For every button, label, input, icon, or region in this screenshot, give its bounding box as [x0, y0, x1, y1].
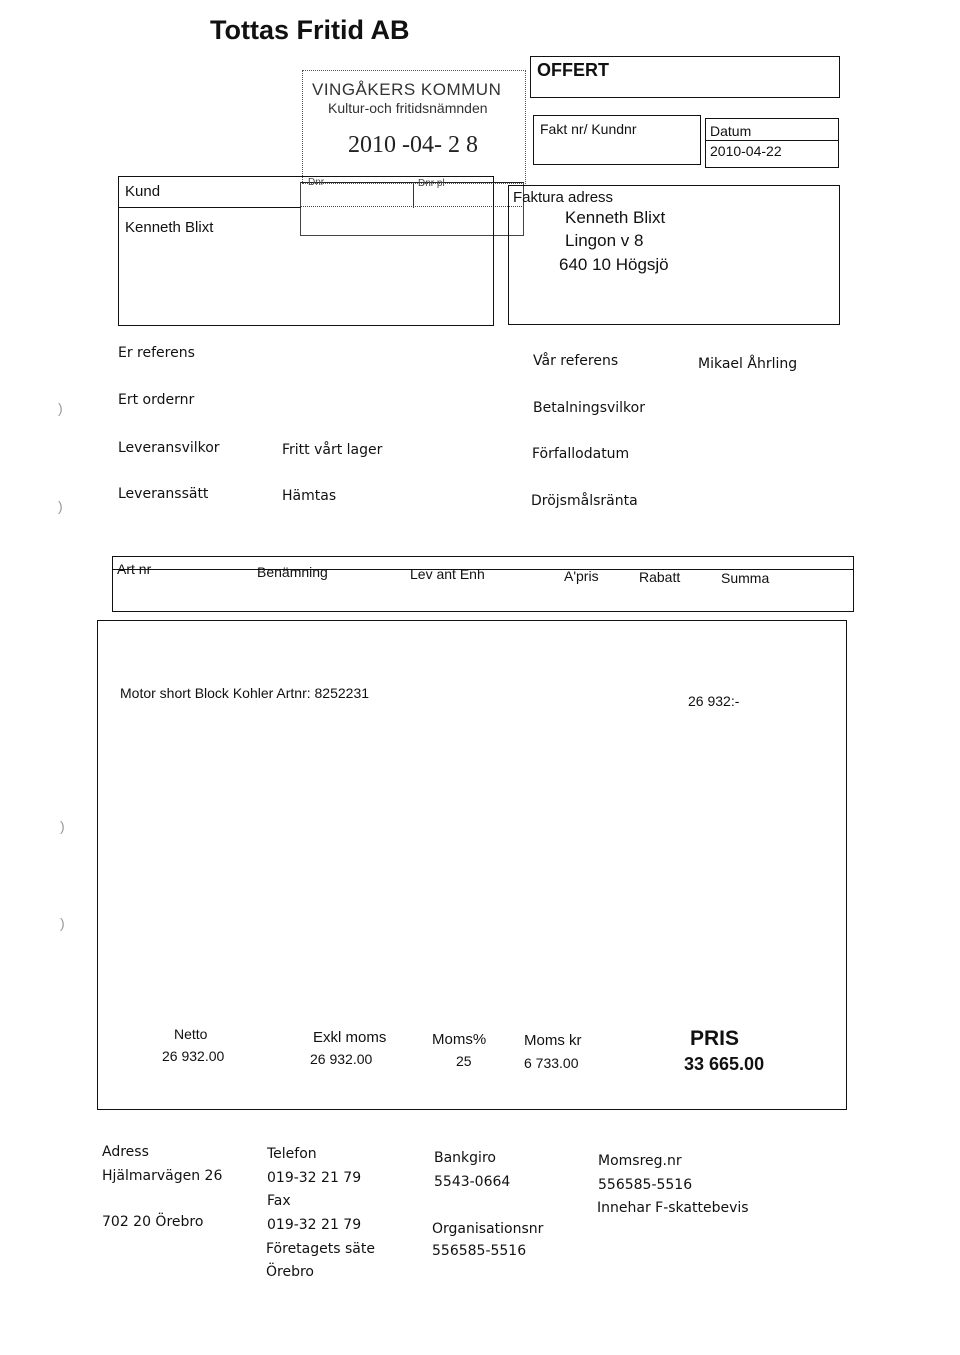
moms-kr-value: 6 733.00	[524, 1055, 579, 1071]
footer-address-city: 702 20 Örebro	[102, 1214, 204, 1230]
price-value: 33 665.00	[684, 1054, 765, 1074]
invoice-number-box	[533, 115, 701, 165]
moms-percent-value: 25	[456, 1053, 472, 1069]
scan-mark: )	[60, 818, 65, 834]
our-reference-value: Mikael Åhrling	[698, 356, 798, 372]
billing-label: Faktura adress	[513, 189, 614, 206]
footer-seat-label: Företagets säte	[266, 1241, 375, 1257]
price-label: PRIS	[690, 1027, 740, 1050]
date-value: 2010-04-22	[710, 143, 782, 159]
footer-ftax: Innehar F-skattebevis	[597, 1200, 749, 1216]
exkl-moms-label: Exkl moms	[313, 1029, 387, 1046]
billing-city: 640 10 Högsjö	[559, 255, 669, 274]
footer-address-label: Adress	[102, 1144, 149, 1160]
stamp-dnr-label: Dnr	[308, 177, 325, 188]
footer-fax-label: Fax	[267, 1193, 291, 1209]
our-reference-label: Vår referens	[533, 353, 619, 369]
footer-address-street: Hjälmarvägen 26	[102, 1168, 223, 1184]
billing-address-box	[508, 185, 840, 325]
delivery-method-label: Leveranssätt	[118, 486, 209, 502]
billing-name: Kenneth Blixt	[565, 208, 666, 227]
delivery-terms-value: Fritt vårt lager	[282, 442, 383, 458]
invoice-number-label: Fakt nr/ Kundnr	[540, 121, 637, 137]
footer-vatreg-label: Momsreg.nr	[598, 1153, 682, 1169]
offer-title: OFFERT	[537, 60, 609, 80]
item-body-box	[97, 620, 847, 1110]
date-divider	[706, 140, 838, 141]
col-artnr: Art nr	[117, 561, 152, 577]
date-box	[705, 118, 839, 168]
col-summa: Summa	[721, 570, 770, 586]
stamp-dept: Kultur-och fritidsnämnden	[328, 100, 488, 116]
col-levant: Lev ant Enh	[410, 566, 485, 582]
billing-street: Lingon v 8	[565, 231, 644, 250]
footer-phone-label: Telefon	[267, 1146, 317, 1162]
customer-name: Kenneth Blixt	[125, 219, 214, 236]
moms-percent-label: Moms%	[432, 1031, 487, 1048]
scan-mark: )	[58, 400, 63, 416]
date-label: Datum	[710, 123, 752, 139]
item-description: Motor short Block Kohler Artnr: 8252231	[120, 685, 370, 701]
stamp-dnrpl-label: Dnr pl	[418, 178, 445, 189]
company-name: Tottas Fritid AB	[210, 15, 410, 45]
your-ordernr-label: Ert ordernr	[118, 392, 195, 408]
moms-kr-label: Moms kr	[524, 1032, 582, 1049]
col-apris: A'pris	[564, 568, 599, 584]
footer-bankgiro: 5543-0664	[434, 1174, 511, 1190]
delivery-method-value: Hämtas	[282, 488, 337, 504]
stamp-org: VINGÅKERS KOMMUN	[312, 80, 502, 99]
scan-mark: )	[60, 915, 65, 931]
netto-value: 26 932.00	[162, 1048, 225, 1064]
footer-seat: Örebro	[266, 1264, 314, 1280]
item-header-box	[112, 556, 854, 612]
netto-label: Netto	[174, 1026, 208, 1042]
footer-vatreg: 556585-5516	[598, 1177, 693, 1193]
delivery-terms-label: Leveransvilkor	[118, 440, 220, 456]
due-date-label: Förfallodatum	[532, 446, 630, 462]
late-interest-label: Dröjsmålsränta	[531, 493, 638, 509]
offer-title-box	[530, 56, 840, 98]
footer-orgnr-label: Organisationsnr	[432, 1221, 544, 1237]
footer-fax: 019-32 21 79	[267, 1217, 362, 1233]
customer-label: Kund	[125, 183, 161, 200]
footer-bankgiro-label: Bankgiro	[434, 1150, 496, 1166]
customer-box	[118, 176, 494, 326]
col-rabatt: Rabatt	[639, 569, 681, 585]
payment-terms-label: Betalningsvilkor	[533, 400, 645, 416]
item-sum: 26 932:-	[688, 693, 740, 709]
col-benamning: Benämning	[257, 564, 328, 580]
footer-phone: 019-32 21 79	[267, 1170, 362, 1186]
stamp-date: 2010 -04- 2 8	[348, 132, 478, 158]
scan-mark: )	[58, 498, 63, 514]
exkl-moms-value: 26 932.00	[310, 1051, 373, 1067]
your-reference-label: Er referens	[118, 345, 195, 361]
customer-divider	[119, 207, 301, 208]
footer-orgnr: 556585-5516	[432, 1243, 527, 1259]
